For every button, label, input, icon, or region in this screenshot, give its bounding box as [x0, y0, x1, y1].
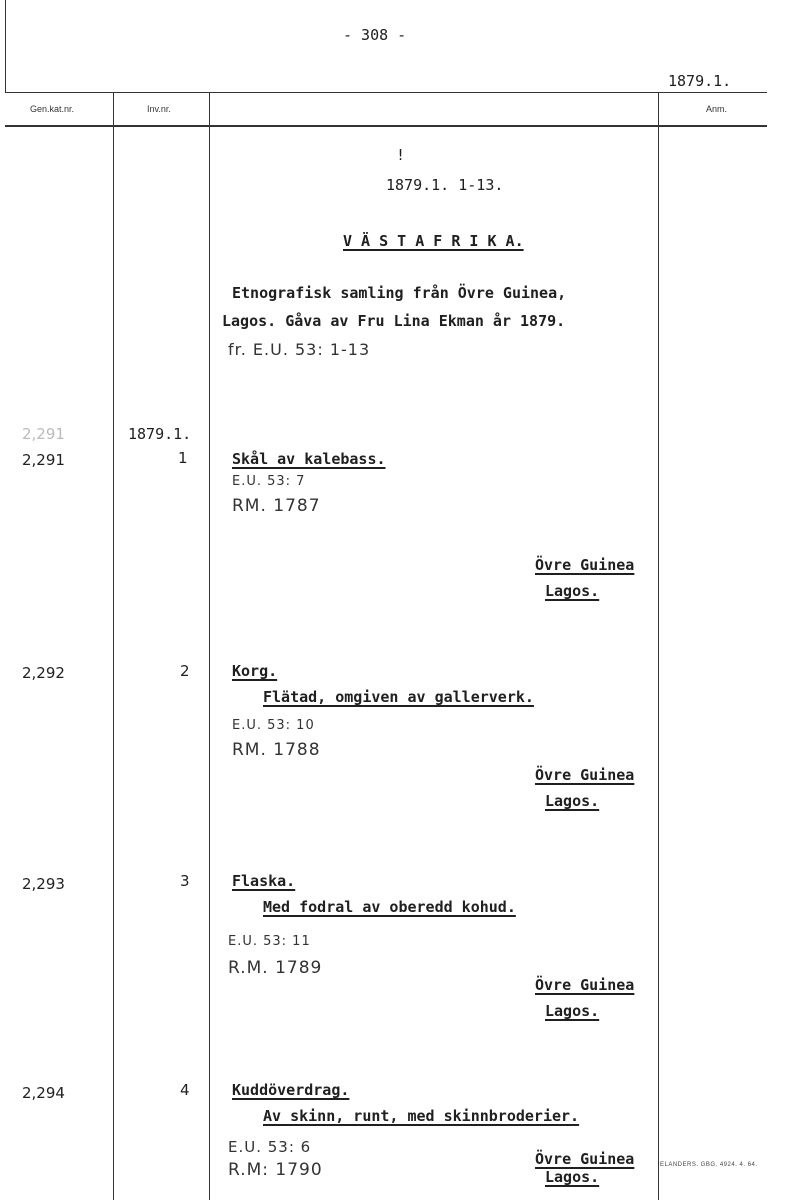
entry-3-place: Övre Guinea [535, 976, 635, 994]
intro-region: V Ä S T A F R I K A. [343, 232, 524, 250]
entry-2-ref1: E.U. 53: 10 [232, 718, 315, 733]
column-divider-3 [658, 92, 659, 1200]
entry-2-title: Korg. [232, 662, 278, 680]
entry-1-ref1: E.U. 53: 7 [232, 474, 306, 489]
entry-3-city: Lagos. [545, 1002, 600, 1020]
intro-desc-line1: Etnografisk samling från Övre Guinea, [232, 284, 567, 302]
entry-3-ref2: R.M. 1789 [228, 958, 323, 978]
column-divider-2 [209, 92, 210, 1200]
intro-desc-line2: Lagos. Gåva av Fru Lina Ekman år 1879. [222, 312, 566, 330]
intro-range: 1879.1. 1-13. [386, 176, 504, 194]
entry-4-ref2: R.M: 1790 [228, 1160, 323, 1180]
entry-4-ref1: E.U. 53: 6 [228, 1138, 312, 1156]
entry-2-inv: 2 [180, 662, 190, 680]
entry-4-inv: 4 [180, 1081, 190, 1099]
entry-2-ref2: RM. 1788 [232, 740, 321, 760]
entry-3-gen: 2,293 [22, 875, 65, 893]
column-divider-1 [113, 92, 114, 1200]
entry-1-inv: 1 [178, 449, 188, 467]
left-edge-line [5, 0, 6, 92]
header-bottom-rule [5, 125, 767, 127]
printer-mark: ELANDERS. GBG. 4924. 4. 64. [660, 1162, 758, 1168]
entry-1-city: Lagos. [545, 582, 600, 600]
entry-2-subtitle: Flätad, omgiven av gallerverk. [263, 688, 534, 706]
entry-4-title: Kuddöverdrag. [232, 1081, 350, 1099]
entry-2-city: Lagos. [545, 792, 600, 810]
header-year: 1879.1. [668, 72, 732, 90]
margin-faded-number: 2,291 [22, 425, 65, 443]
entry-2-gen: 2,292 [22, 664, 65, 682]
entry-1-gen: 2,291 [22, 451, 65, 469]
entry-1-place: Övre Guinea [535, 556, 635, 574]
intro-handwritten-note: fr. E.U. 53: 1-13 [228, 340, 371, 359]
entry-4-subtitle: Av skinn, runt, med skinnbroderier. [263, 1107, 580, 1125]
entry-3-subtitle: Med fodral av oberedd kohud. [263, 898, 516, 916]
entry-3-inv: 3 [180, 872, 190, 890]
entry-4-place: Övre Guinea [535, 1150, 635, 1168]
header-top-rule [5, 92, 767, 93]
entry-3-title: Flaska. [232, 872, 296, 890]
inventory-series: 1879.1. [128, 425, 192, 443]
entry-4-gen: 2,294 [22, 1084, 65, 1102]
entry-2-place: Övre Guinea [535, 766, 635, 784]
column-header-inv: Inv.nr. [147, 104, 171, 114]
column-header-anm: Anm. [706, 104, 728, 114]
entry-3-ref1: E.U. 53: 11 [228, 934, 311, 949]
column-header-gen: Gen.kat.nr. [30, 104, 75, 114]
entry-4-city: Lagos. [545, 1168, 600, 1186]
entry-1-ref2: RM. 1787 [232, 496, 321, 516]
intro-mark: ! [396, 146, 406, 164]
page-number: - 308 - [343, 26, 407, 44]
entry-1-title: Skål av kalebass. [232, 450, 386, 468]
